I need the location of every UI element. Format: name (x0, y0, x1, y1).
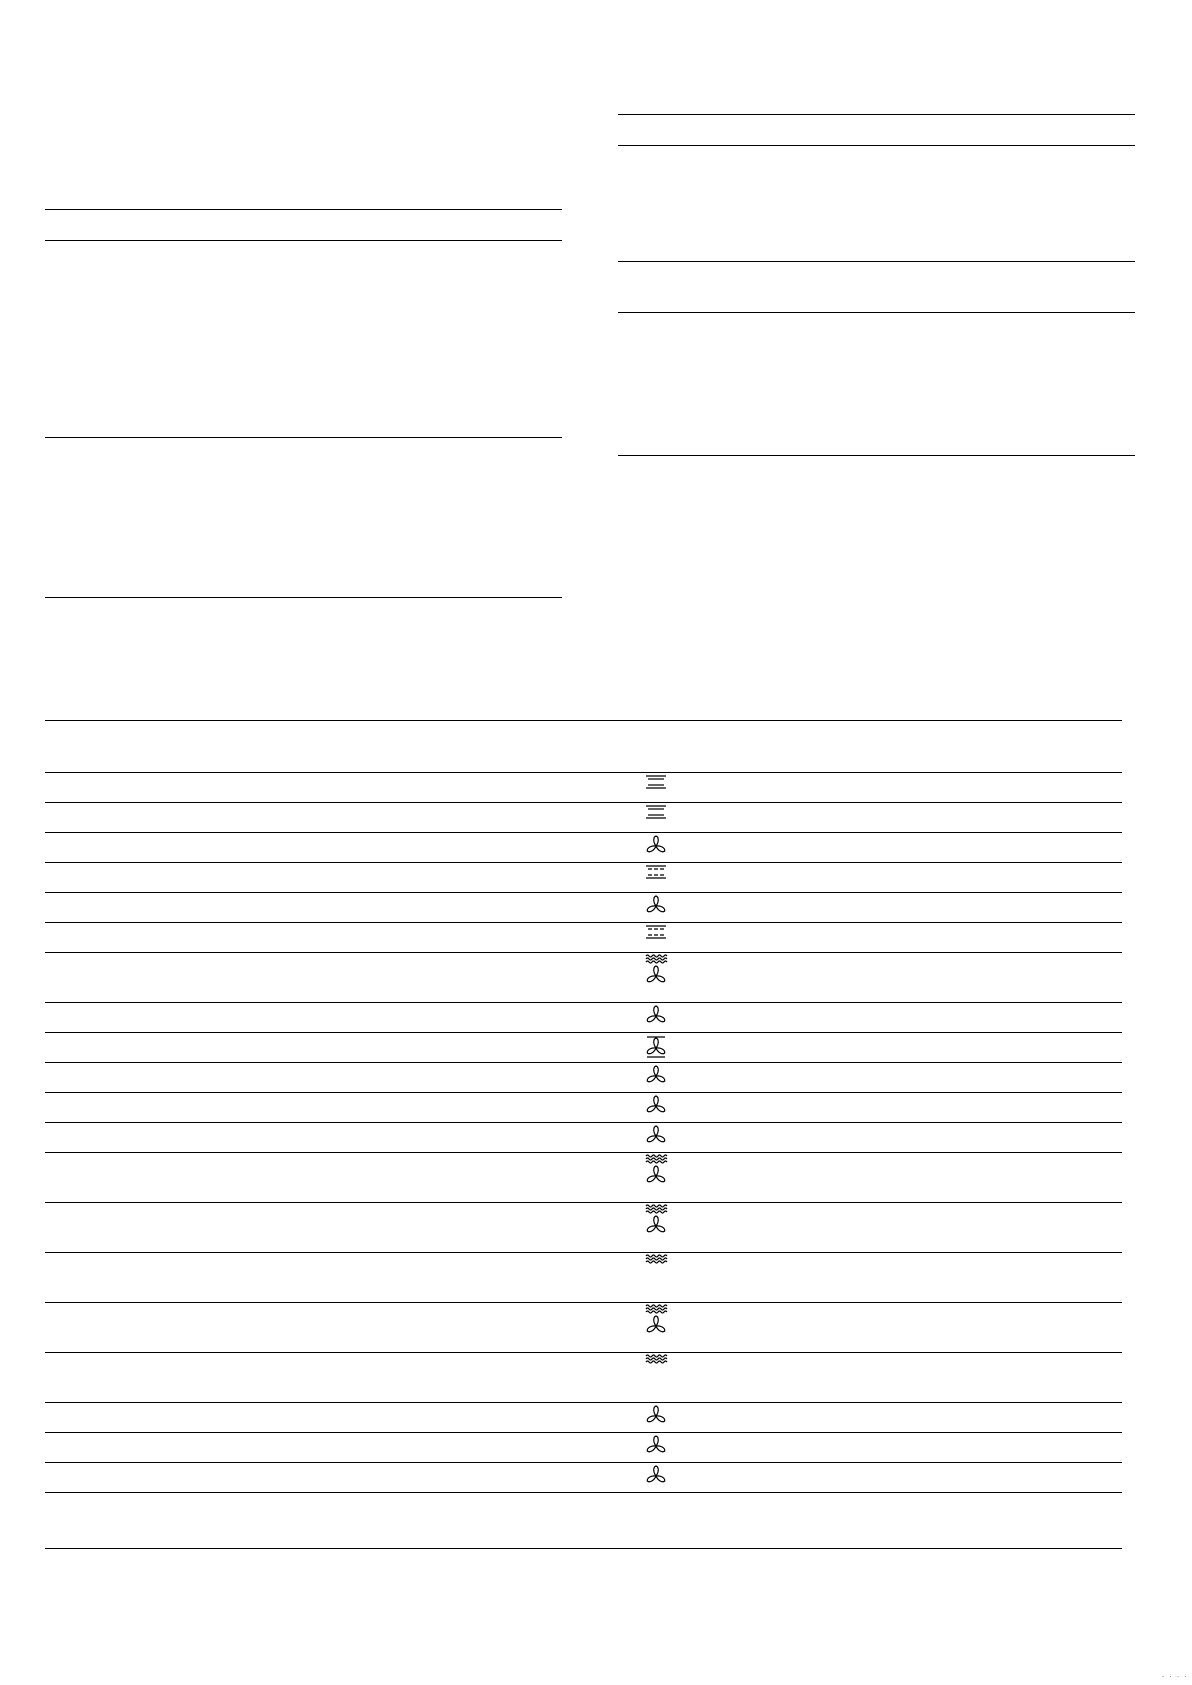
table-rule (45, 802, 1122, 803)
table-row (640, 834, 672, 856)
table-row (640, 1434, 672, 1456)
table-rule (45, 922, 1122, 923)
fan-icon (643, 894, 669, 916)
table-row (640, 774, 672, 790)
table-row (640, 1064, 672, 1086)
grill-icon (643, 1204, 669, 1214)
table-rule (45, 1402, 1122, 1403)
table-row (640, 894, 672, 916)
grill-icon (643, 1304, 669, 1314)
table-row (640, 1004, 672, 1026)
table-row (640, 1094, 672, 1116)
table-rule (45, 892, 1122, 893)
fan-icon (643, 1164, 669, 1186)
table-rule (618, 261, 1135, 262)
table-rule (45, 720, 1122, 721)
fan-icon (643, 1004, 669, 1026)
table-row (640, 1254, 672, 1264)
table-rule (618, 455, 1135, 456)
table-rule (45, 437, 562, 438)
table-rule (45, 1002, 1122, 1003)
table-rule (45, 1202, 1122, 1203)
table-row (640, 1034, 672, 1058)
table-row (640, 1464, 672, 1486)
table-rule (45, 1302, 1122, 1303)
table-rule (45, 862, 1122, 863)
table-rule (618, 114, 1135, 115)
table-row (640, 804, 672, 820)
grill-icon (643, 1154, 669, 1164)
table-rule (45, 1432, 1122, 1433)
page-corner-mark: · · · · (1161, 1671, 1188, 1681)
fan-icon (643, 1124, 669, 1146)
table-row (640, 1404, 672, 1426)
table-rule (45, 1548, 1122, 1549)
fan-icon (643, 1214, 669, 1236)
fan-icon (643, 964, 669, 986)
fan-icon (643, 1434, 669, 1456)
fan-icon (643, 1404, 669, 1426)
table-rule (45, 1352, 1122, 1353)
table-rule (45, 1462, 1122, 1463)
table-rule (45, 1152, 1122, 1153)
table-rule (45, 209, 562, 210)
table-rule (45, 1062, 1122, 1063)
table-row (640, 864, 672, 880)
table-rule (45, 597, 562, 598)
grill-icon (643, 1254, 669, 1264)
bottom-heat-fan-icon (643, 1034, 669, 1058)
grill-icon (643, 954, 669, 964)
table-rule (45, 1122, 1122, 1123)
eco-heat-icon (643, 864, 669, 880)
table-rule (45, 1252, 1122, 1253)
eco-heat-icon (643, 924, 669, 940)
table-rule (618, 312, 1135, 313)
fan-icon (643, 834, 669, 856)
table-rule (45, 1492, 1122, 1493)
table-row (640, 1204, 672, 1236)
fan-icon (643, 1064, 669, 1086)
top-bottom-heat-icon (643, 774, 669, 790)
top-bottom-heat-icon (643, 804, 669, 820)
table-rule (45, 952, 1122, 953)
grill-icon (643, 1354, 669, 1364)
table-row (640, 1354, 672, 1364)
table-rule (45, 1032, 1122, 1033)
table-row (640, 1154, 672, 1186)
fan-icon (643, 1094, 669, 1116)
table-rule (45, 832, 1122, 833)
table-row (640, 954, 672, 986)
table-rule (45, 240, 562, 241)
table-row (640, 924, 672, 940)
table-rule (618, 145, 1135, 146)
table-row (640, 1124, 672, 1146)
fan-icon (643, 1314, 669, 1336)
table-row (640, 1304, 672, 1336)
fan-icon (643, 1464, 669, 1486)
table-rule (45, 772, 1122, 773)
table-rule (45, 1092, 1122, 1093)
